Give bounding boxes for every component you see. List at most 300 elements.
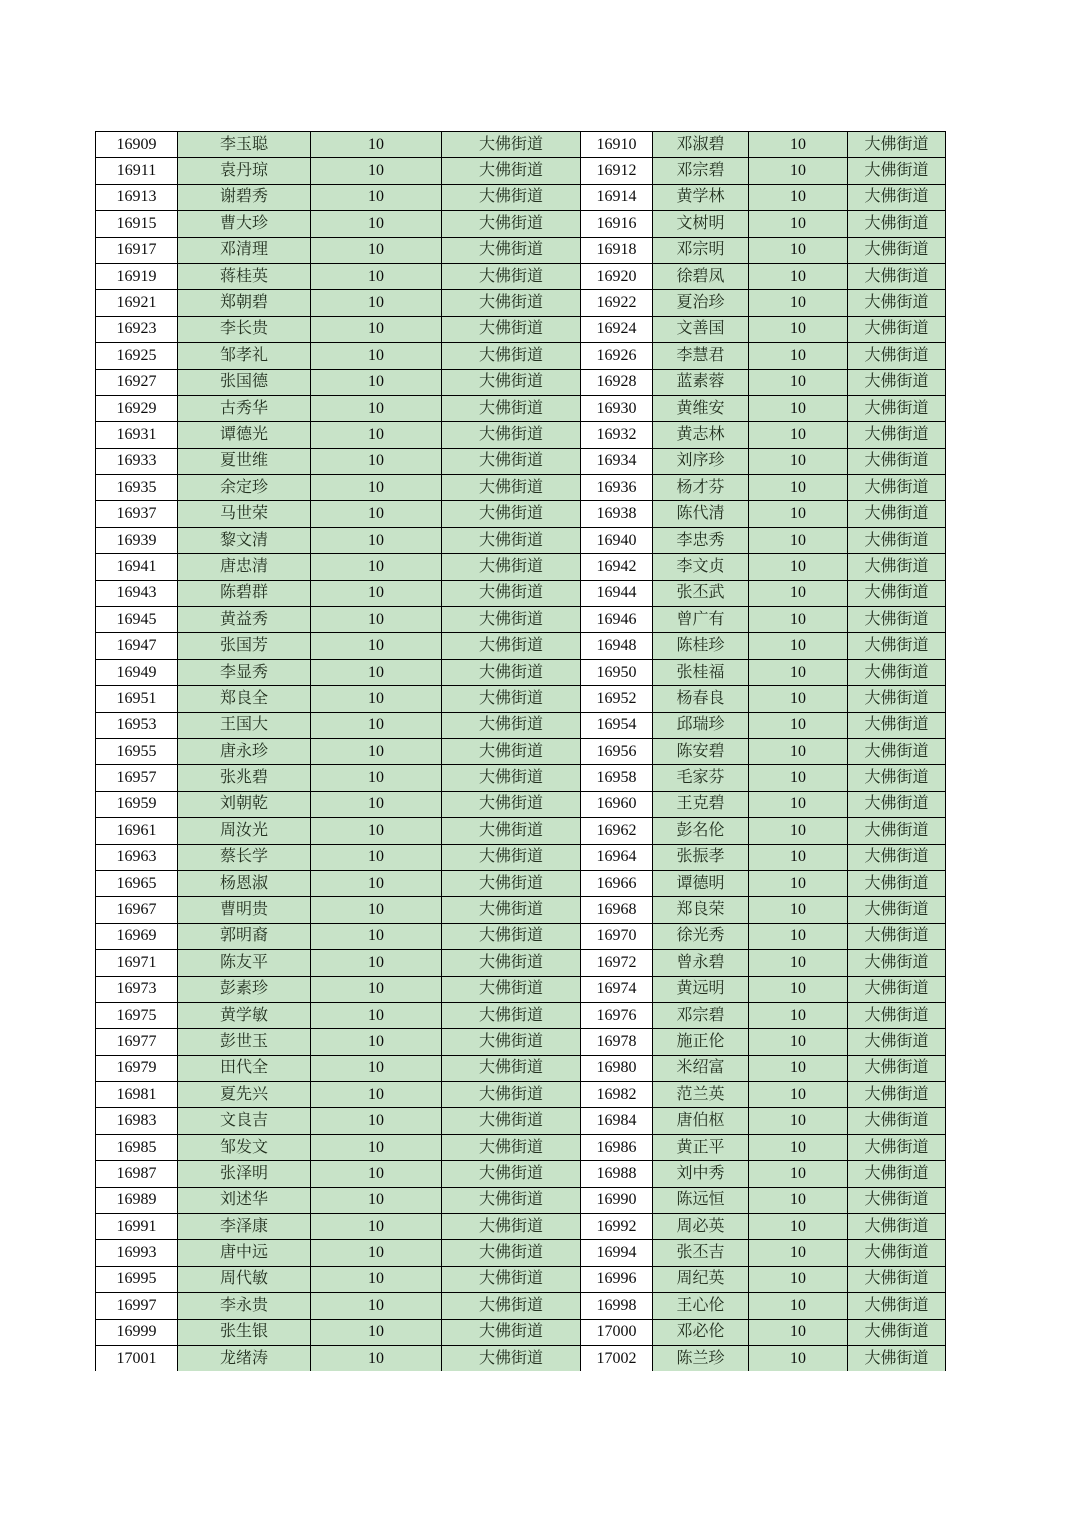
street-cell: 大佛街道 — [848, 158, 946, 184]
id-cell: 16922 — [581, 290, 653, 316]
id-cell: 16921 — [96, 290, 178, 316]
table-row — [96, 1002, 946, 1028]
name-cell: 陈远恒 — [653, 1187, 749, 1213]
street-cell: 大佛街道 — [848, 527, 946, 553]
id-cell: 16915 — [96, 211, 178, 237]
street-cell: 大佛街道 — [848, 765, 946, 791]
score-cell: 10 — [311, 1187, 442, 1213]
id-cell: 16963 — [96, 844, 178, 870]
street-cell: 大佛街道 — [848, 1319, 946, 1345]
name-cell: 杨才芬 — [653, 475, 749, 501]
id-cell: 16938 — [581, 501, 653, 527]
street-cell: 大佛街道 — [848, 897, 946, 923]
id-cell: 17001 — [96, 1345, 178, 1371]
id-cell: 16928 — [581, 369, 653, 395]
table-row — [96, 184, 946, 210]
name-cell: 王克碧 — [653, 791, 749, 817]
score-cell: 10 — [749, 738, 848, 764]
street-cell: 大佛街道 — [848, 950, 946, 976]
id-cell: 16980 — [581, 1055, 653, 1081]
table-row — [96, 422, 946, 448]
table-row — [96, 527, 946, 553]
score-cell: 10 — [749, 475, 848, 501]
score-cell: 10 — [311, 1055, 442, 1081]
table-row — [96, 844, 946, 870]
street-cell: 大佛街道 — [442, 184, 581, 210]
id-cell: 16998 — [581, 1293, 653, 1319]
score-cell: 10 — [749, 659, 848, 685]
name-cell: 李永贵 — [178, 1293, 311, 1319]
id-cell: 16982 — [581, 1082, 653, 1108]
score-cell: 10 — [749, 1055, 848, 1081]
street-cell: 大佛街道 — [848, 554, 946, 580]
id-cell: 16933 — [96, 448, 178, 474]
name-cell: 黄益秀 — [178, 607, 311, 633]
name-cell: 范兰英 — [653, 1082, 749, 1108]
score-cell: 10 — [311, 132, 442, 158]
street-cell: 大佛街道 — [442, 1055, 581, 1081]
name-cell: 刘朝乾 — [178, 791, 311, 817]
score-cell: 10 — [311, 818, 442, 844]
score-cell: 10 — [311, 501, 442, 527]
name-cell: 周代敏 — [178, 1266, 311, 1292]
id-cell: 16994 — [581, 1240, 653, 1266]
name-cell: 毛家芬 — [653, 765, 749, 791]
table-row — [96, 1108, 946, 1134]
street-cell: 大佛街道 — [442, 607, 581, 633]
id-cell: 16984 — [581, 1108, 653, 1134]
street-cell: 大佛街道 — [848, 1293, 946, 1319]
street-cell: 大佛街道 — [442, 1134, 581, 1160]
score-cell: 10 — [749, 263, 848, 289]
id-cell: 16920 — [581, 263, 653, 289]
street-cell: 大佛街道 — [848, 1082, 946, 1108]
street-cell: 大佛街道 — [442, 422, 581, 448]
name-cell: 谭德明 — [653, 870, 749, 896]
street-cell: 大佛街道 — [442, 132, 581, 158]
id-cell: 16958 — [581, 765, 653, 791]
name-cell: 余定珍 — [178, 475, 311, 501]
table-row — [96, 1214, 946, 1240]
name-cell: 夏治珍 — [653, 290, 749, 316]
id-cell: 16970 — [581, 923, 653, 949]
score-cell: 10 — [749, 184, 848, 210]
score-cell: 10 — [749, 1345, 848, 1371]
id-cell: 16919 — [96, 263, 178, 289]
score-cell: 10 — [311, 211, 442, 237]
score-cell: 10 — [311, 263, 442, 289]
id-cell: 16945 — [96, 607, 178, 633]
id-cell: 16936 — [581, 475, 653, 501]
name-cell: 陈安碧 — [653, 738, 749, 764]
name-cell: 张国芳 — [178, 633, 311, 659]
id-cell: 16967 — [96, 897, 178, 923]
score-cell: 10 — [311, 607, 442, 633]
street-cell: 大佛街道 — [848, 818, 946, 844]
street-cell: 大佛街道 — [442, 1082, 581, 1108]
score-cell: 10 — [311, 580, 442, 606]
street-cell: 大佛街道 — [848, 738, 946, 764]
street-cell: 大佛街道 — [442, 158, 581, 184]
id-cell: 16948 — [581, 633, 653, 659]
name-cell: 周汝光 — [178, 818, 311, 844]
table-row — [96, 633, 946, 659]
id-cell: 16981 — [96, 1082, 178, 1108]
street-cell: 大佛街道 — [442, 1161, 581, 1187]
score-cell: 10 — [749, 237, 848, 263]
score-cell: 10 — [749, 527, 848, 553]
id-cell: 16912 — [581, 158, 653, 184]
table-row — [96, 712, 946, 738]
score-cell: 10 — [311, 633, 442, 659]
id-cell: 16989 — [96, 1187, 178, 1213]
roster-table-body — [96, 132, 946, 1372]
score-cell: 10 — [311, 870, 442, 896]
id-cell: 16955 — [96, 738, 178, 764]
street-cell: 大佛街道 — [442, 316, 581, 342]
street-cell: 大佛街道 — [442, 1319, 581, 1345]
name-cell: 黄维安 — [653, 395, 749, 421]
street-cell: 大佛街道 — [848, 1108, 946, 1134]
id-cell: 16932 — [581, 422, 653, 448]
id-cell: 16924 — [581, 316, 653, 342]
score-cell: 10 — [749, 791, 848, 817]
score-cell: 10 — [311, 1293, 442, 1319]
table-row — [96, 290, 946, 316]
street-cell: 大佛街道 — [442, 1266, 581, 1292]
street-cell: 大佛街道 — [848, 316, 946, 342]
score-cell: 10 — [311, 1002, 442, 1028]
id-cell: 16988 — [581, 1161, 653, 1187]
table-row — [96, 132, 946, 158]
score-cell: 10 — [749, 765, 848, 791]
street-cell: 大佛街道 — [442, 290, 581, 316]
name-cell: 刘中秀 — [653, 1161, 749, 1187]
score-cell: 10 — [749, 1134, 848, 1160]
id-cell: 16935 — [96, 475, 178, 501]
name-cell: 陈碧群 — [178, 580, 311, 606]
score-cell: 10 — [311, 343, 442, 369]
score-cell: 10 — [311, 395, 442, 421]
table-row — [96, 1055, 946, 1081]
id-cell: 16914 — [581, 184, 653, 210]
score-cell: 10 — [749, 1029, 848, 1055]
street-cell: 大佛街道 — [442, 1240, 581, 1266]
name-cell: 张振孝 — [653, 844, 749, 870]
id-cell: 16911 — [96, 158, 178, 184]
score-cell: 10 — [749, 580, 848, 606]
score-cell: 10 — [749, 818, 848, 844]
score-cell: 10 — [311, 1108, 442, 1134]
id-cell: 16974 — [581, 976, 653, 1002]
table-row — [96, 976, 946, 1002]
street-cell: 大佛街道 — [848, 290, 946, 316]
street-cell: 大佛街道 — [848, 844, 946, 870]
id-cell: 16990 — [581, 1187, 653, 1213]
score-cell: 10 — [311, 448, 442, 474]
street-cell: 大佛街道 — [848, 1134, 946, 1160]
street-cell: 大佛街道 — [442, 395, 581, 421]
score-cell: 10 — [749, 607, 848, 633]
street-cell: 大佛街道 — [442, 659, 581, 685]
id-cell: 17000 — [581, 1319, 653, 1345]
score-cell: 10 — [311, 1161, 442, 1187]
name-cell: 唐永珍 — [178, 738, 311, 764]
id-cell: 16975 — [96, 1002, 178, 1028]
id-cell: 16993 — [96, 1240, 178, 1266]
table-row — [96, 765, 946, 791]
id-cell: 16950 — [581, 659, 653, 685]
name-cell: 张桂福 — [653, 659, 749, 685]
id-cell: 16971 — [96, 950, 178, 976]
table-row — [96, 343, 946, 369]
name-cell: 邓清理 — [178, 237, 311, 263]
street-cell: 大佛街道 — [848, 184, 946, 210]
table-row — [96, 475, 946, 501]
name-cell: 黄正平 — [653, 1134, 749, 1160]
id-cell: 16996 — [581, 1266, 653, 1292]
id-cell: 16916 — [581, 211, 653, 237]
score-cell: 10 — [749, 870, 848, 896]
score-cell: 10 — [311, 422, 442, 448]
id-cell: 16929 — [96, 395, 178, 421]
street-cell: 大佛街道 — [442, 527, 581, 553]
score-cell: 10 — [749, 132, 848, 158]
score-cell: 10 — [311, 712, 442, 738]
table-row — [96, 738, 946, 764]
street-cell: 大佛街道 — [848, 607, 946, 633]
id-cell: 16965 — [96, 870, 178, 896]
score-cell: 10 — [311, 976, 442, 1002]
street-cell: 大佛街道 — [442, 844, 581, 870]
id-cell: 16956 — [581, 738, 653, 764]
score-cell: 10 — [749, 976, 848, 1002]
score-cell: 10 — [311, 1029, 442, 1055]
name-cell: 李慧君 — [653, 343, 749, 369]
score-cell: 10 — [311, 844, 442, 870]
score-cell: 10 — [749, 1161, 848, 1187]
street-cell: 大佛街道 — [848, 501, 946, 527]
score-cell: 10 — [749, 844, 848, 870]
name-cell: 陈桂珍 — [653, 633, 749, 659]
street-cell: 大佛街道 — [442, 237, 581, 263]
street-cell: 大佛街道 — [442, 211, 581, 237]
street-cell: 大佛街道 — [442, 580, 581, 606]
score-cell: 10 — [311, 791, 442, 817]
street-cell: 大佛街道 — [848, 448, 946, 474]
name-cell: 邓宗碧 — [653, 1002, 749, 1028]
name-cell: 文善国 — [653, 316, 749, 342]
name-cell: 杨春良 — [653, 686, 749, 712]
name-cell: 马世荣 — [178, 501, 311, 527]
score-cell: 10 — [311, 765, 442, 791]
table-row — [96, 950, 946, 976]
score-cell: 10 — [311, 1082, 442, 1108]
id-cell: 16977 — [96, 1029, 178, 1055]
score-cell: 10 — [749, 923, 848, 949]
name-cell: 李文贞 — [653, 554, 749, 580]
name-cell: 袁丹琼 — [178, 158, 311, 184]
name-cell: 米绍富 — [653, 1055, 749, 1081]
score-cell: 10 — [749, 395, 848, 421]
name-cell: 黄学敏 — [178, 1002, 311, 1028]
table-row — [96, 158, 946, 184]
street-cell: 大佛街道 — [848, 1240, 946, 1266]
name-cell: 谢碧秀 — [178, 184, 311, 210]
name-cell: 邱瑞珍 — [653, 712, 749, 738]
id-cell: 16951 — [96, 686, 178, 712]
street-cell: 大佛街道 — [848, 132, 946, 158]
street-cell: 大佛街道 — [442, 870, 581, 896]
name-cell: 杨恩淑 — [178, 870, 311, 896]
name-cell: 陈代清 — [653, 501, 749, 527]
id-cell: 16960 — [581, 791, 653, 817]
score-cell: 10 — [311, 237, 442, 263]
name-cell: 龙绪涛 — [178, 1345, 311, 1371]
name-cell: 郑良荣 — [653, 897, 749, 923]
name-cell: 王心伦 — [653, 1293, 749, 1319]
score-cell: 10 — [749, 422, 848, 448]
name-cell: 郑朝碧 — [178, 290, 311, 316]
street-cell: 大佛街道 — [848, 686, 946, 712]
street-cell: 大佛街道 — [848, 976, 946, 1002]
id-cell: 16937 — [96, 501, 178, 527]
id-cell: 16949 — [96, 659, 178, 685]
score-cell: 10 — [749, 448, 848, 474]
roster-table — [95, 131, 946, 1371]
street-cell: 大佛街道 — [848, 1345, 946, 1371]
document-page — [95, 131, 946, 1371]
score-cell: 10 — [749, 1240, 848, 1266]
id-cell: 16944 — [581, 580, 653, 606]
score-cell: 10 — [749, 712, 848, 738]
id-cell: 16985 — [96, 1134, 178, 1160]
name-cell: 王国大 — [178, 712, 311, 738]
id-cell: 16969 — [96, 923, 178, 949]
table-row — [96, 1134, 946, 1160]
street-cell: 大佛街道 — [442, 686, 581, 712]
name-cell: 邓淑碧 — [653, 132, 749, 158]
score-cell: 10 — [311, 1266, 442, 1292]
id-cell: 16918 — [581, 237, 653, 263]
table-row — [96, 211, 946, 237]
id-cell: 16983 — [96, 1108, 178, 1134]
street-cell: 大佛街道 — [442, 1029, 581, 1055]
name-cell: 周必英 — [653, 1214, 749, 1240]
score-cell: 10 — [749, 950, 848, 976]
street-cell: 大佛街道 — [848, 580, 946, 606]
street-cell: 大佛街道 — [848, 369, 946, 395]
id-cell: 16940 — [581, 527, 653, 553]
street-cell: 大佛街道 — [442, 1108, 581, 1134]
street-cell: 大佛街道 — [442, 1187, 581, 1213]
street-cell: 大佛街道 — [442, 501, 581, 527]
score-cell: 10 — [311, 923, 442, 949]
street-cell: 大佛街道 — [848, 633, 946, 659]
table-row — [96, 818, 946, 844]
id-cell: 16959 — [96, 791, 178, 817]
street-cell: 大佛街道 — [848, 870, 946, 896]
street-cell: 大佛街道 — [848, 211, 946, 237]
id-cell: 16931 — [96, 422, 178, 448]
street-cell: 大佛街道 — [442, 343, 581, 369]
name-cell: 蔡长学 — [178, 844, 311, 870]
street-cell: 大佛街道 — [442, 1293, 581, 1319]
name-cell: 邹发文 — [178, 1134, 311, 1160]
name-cell: 曾永碧 — [653, 950, 749, 976]
score-cell: 10 — [749, 1319, 848, 1345]
name-cell: 邓必伦 — [653, 1319, 749, 1345]
street-cell: 大佛街道 — [848, 422, 946, 448]
score-cell: 10 — [749, 290, 848, 316]
table-row — [96, 1082, 946, 1108]
score-cell: 10 — [749, 554, 848, 580]
table-row — [96, 554, 946, 580]
table-row — [96, 791, 946, 817]
id-cell: 16913 — [96, 184, 178, 210]
score-cell: 10 — [749, 1002, 848, 1028]
table-row — [96, 870, 946, 896]
score-cell: 10 — [311, 369, 442, 395]
score-cell: 10 — [311, 950, 442, 976]
score-cell: 10 — [749, 686, 848, 712]
street-cell: 大佛街道 — [442, 554, 581, 580]
score-cell: 10 — [311, 659, 442, 685]
table-row — [96, 897, 946, 923]
street-cell: 大佛街道 — [442, 263, 581, 289]
table-row — [96, 1187, 946, 1213]
street-cell: 大佛街道 — [848, 1002, 946, 1028]
id-cell: 16962 — [581, 818, 653, 844]
street-cell: 大佛街道 — [442, 738, 581, 764]
table-row — [96, 1266, 946, 1292]
table-row — [96, 607, 946, 633]
score-cell: 10 — [311, 554, 442, 580]
name-cell: 唐伯枢 — [653, 1108, 749, 1134]
id-cell: 16972 — [581, 950, 653, 976]
id-cell: 16973 — [96, 976, 178, 1002]
table-row — [96, 501, 946, 527]
table-row — [96, 580, 946, 606]
street-cell: 大佛街道 — [848, 659, 946, 685]
street-cell: 大佛街道 — [848, 343, 946, 369]
street-cell: 大佛街道 — [848, 475, 946, 501]
table-row — [96, 1293, 946, 1319]
name-cell: 张兆碧 — [178, 765, 311, 791]
name-cell: 彭素珍 — [178, 976, 311, 1002]
name-cell: 彭世玉 — [178, 1029, 311, 1055]
score-cell: 10 — [311, 158, 442, 184]
id-cell: 16968 — [581, 897, 653, 923]
score-cell: 10 — [311, 1319, 442, 1345]
id-cell: 16934 — [581, 448, 653, 474]
street-cell: 大佛街道 — [442, 897, 581, 923]
id-cell: 16927 — [96, 369, 178, 395]
name-cell: 刘述华 — [178, 1187, 311, 1213]
id-cell: 16910 — [581, 132, 653, 158]
id-cell: 16923 — [96, 316, 178, 342]
name-cell: 郑良全 — [178, 686, 311, 712]
score-cell: 10 — [311, 527, 442, 553]
id-cell: 16997 — [96, 1293, 178, 1319]
score-cell: 10 — [311, 1134, 442, 1160]
street-cell: 大佛街道 — [442, 1214, 581, 1240]
table-row — [96, 448, 946, 474]
name-cell: 李显秀 — [178, 659, 311, 685]
score-cell: 10 — [749, 1187, 848, 1213]
name-cell: 邹孝礼 — [178, 343, 311, 369]
table-row — [96, 1029, 946, 1055]
